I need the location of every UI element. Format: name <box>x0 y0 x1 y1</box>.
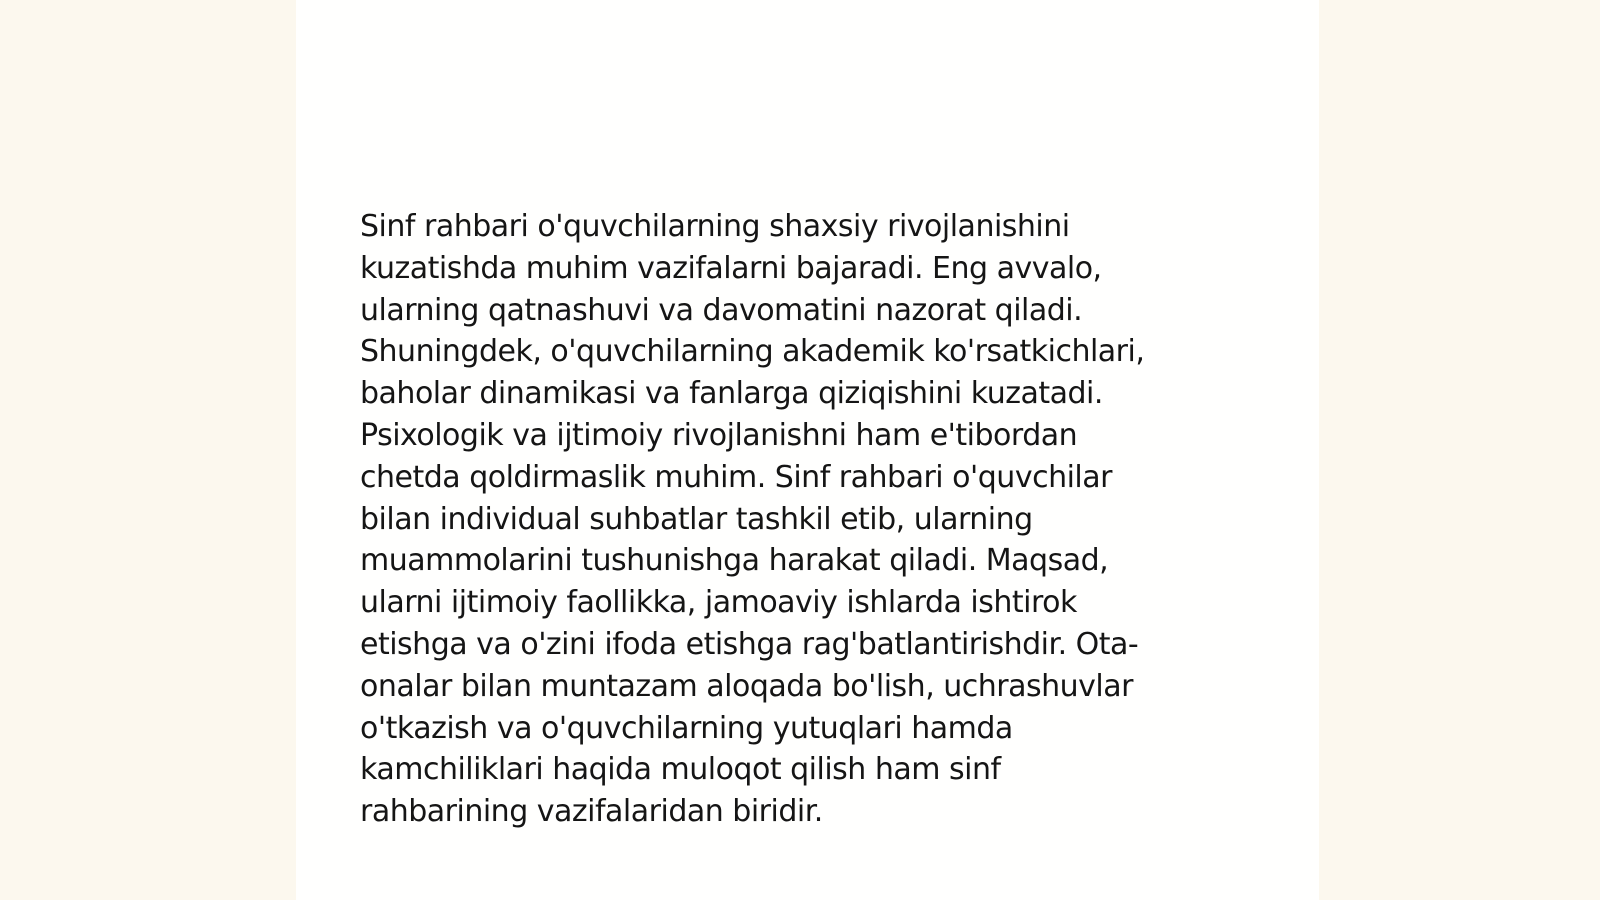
text-line: ularni ijtimoiy faollikka, jamoaviy ishlarda ishtirok <box>360 585 1077 621</box>
document-page <box>296 0 1319 900</box>
left-margin <box>0 0 296 900</box>
text-line: rahbarining vazifalaridan biridir. <box>360 794 823 830</box>
text-line: ularning qatnashuvi va davomatini nazorat qiladi. <box>360 292 1083 328</box>
body-paragraph <box>360 206 1260 833</box>
text-line: Psixologik va ijtimoiy rivojlanishni ham e'tibordan <box>360 417 1078 453</box>
text-line: onalar bilan muntazam aloqada bo'lish, uchrashuvlar <box>360 668 1133 704</box>
text-line: Sinf rahbari o'quvchilarning shaxsiy rivojlanishini <box>360 209 1070 244</box>
text-line: kuzatishda muhim vazifalarni bajaradi. Eng avvalo, <box>360 250 1102 286</box>
text-line: kamchiliklari haqida muloqot qilish ham sinf <box>360 752 1001 788</box>
text-line: etishga va o'zini ifoda etishga rag'batlantirishdir. Ota- <box>360 626 1139 662</box>
text-line: o'tkazish va o'quvchilarning yutuqlari hamda <box>360 710 1013 746</box>
text-line: baholar dinamikasi va fanlarga qiziqishini kuzatadi. <box>360 376 1103 412</box>
text-line: Shuningdek, o'quvchilarning akademik ko'rsatkichlari, <box>360 334 1145 370</box>
right-margin <box>1319 0 1600 900</box>
text-line: chetda qoldirmaslik muhim. Sinf rahbari o'quvchilar <box>360 459 1112 495</box>
text-line: bilan individual suhbatlar tashkil etib, ularning <box>360 501 1033 537</box>
text-line: muammolarini tushunishga harakat qiladi. Maqsad, <box>360 543 1109 579</box>
